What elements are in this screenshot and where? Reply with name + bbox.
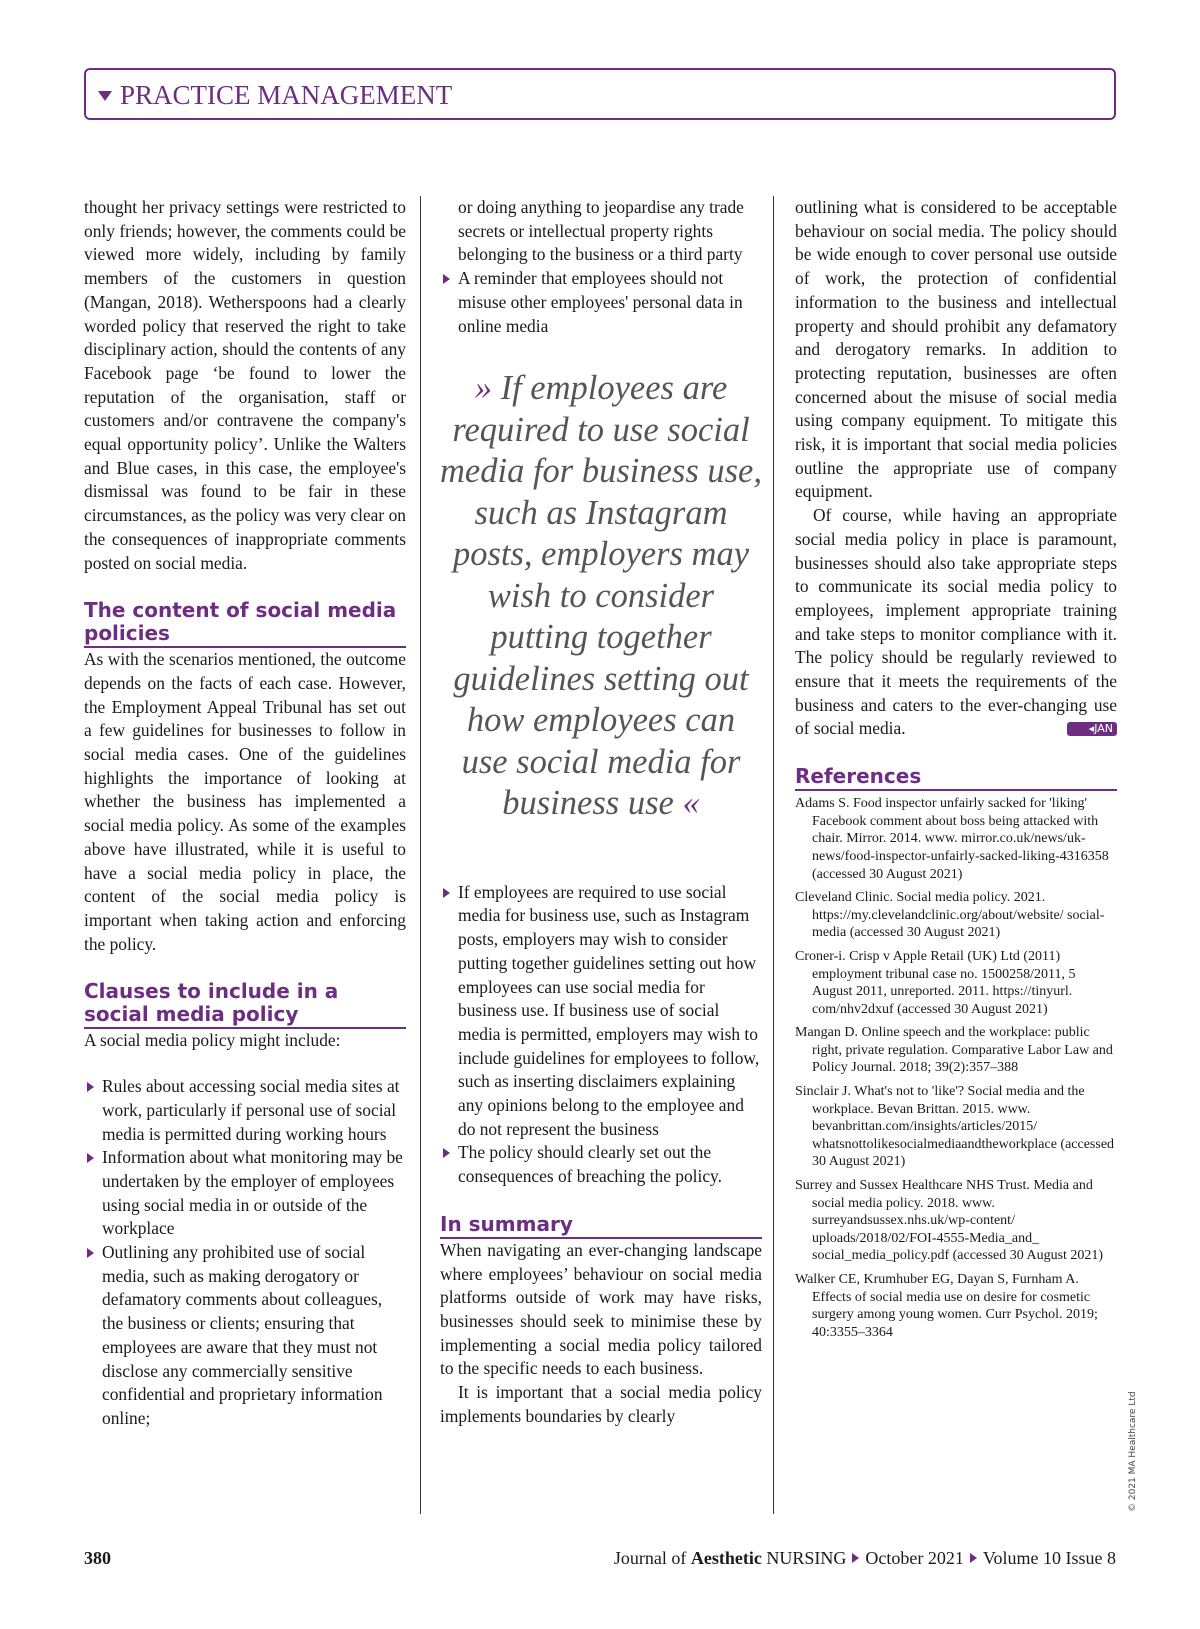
list-item: Information about what monitoring may be undertaken by the employer of employees using social media in or outside of the workplace: [84, 1146, 406, 1241]
paragraph: A social media policy might include:: [84, 1030, 341, 1051]
journal-footer: [614, 1548, 1116, 1569]
column-divider: [773, 196, 774, 1514]
triangle-right-icon: [970, 1553, 977, 1563]
list-item: The policy should clearly set out the consequences of breaching the policy.: [440, 1141, 762, 1188]
bullet-list: [440, 881, 762, 1189]
reference-item: Walker CE, Krumhuber EG, Dayan S, Furnham A. Effects of social media use on desire for cosmetic surgery among young women. Curr Psychol. 2019; 40:3355–3364: [795, 1272, 1098, 1340]
section-heading: The content of social media policies: [84, 599, 406, 648]
column-1: [84, 196, 406, 1431]
reference-item: Surrey and Sussex Healthcare NHS Trust. Media and social media policy. 2018. www. surreyandsussex.nhs.uk/wp-content/ uploads/2018/02/FOI-4555-Media_and_ social_media_policy.pdf (accessed 30 August 2021): [795, 1178, 1104, 1264]
paragraph-text: Of course, while having an appropriate social media policy in place is paramount, businesses should also take appropriate steps to communicate its social media policy to employees, implement appropriate training and take steps to monitor compliance with it. The policy should be regularly reviewed to ensure that it meets the requirements of the business and caters to the ever-changing use of social media.: [795, 505, 1117, 739]
journal-name-prefix: Journal of: [613, 1548, 691, 1568]
reference-item: Sinclair J. What's not to 'like'? Social media and the workplace. Bevan Brittan. 2015. www. bevanbrittan.com/insights/articles/2015/ whatsnottolikesocialmediaandtheworkplace (accessed 30 August 2021): [795, 1084, 1115, 1170]
paragraph: When navigating an ever-changing landscape where employees’ behaviour on social media platforms outside of work may have risks, businesses should seek to minimise these by implementing a social media policy tailored to the specific needs to each business.: [440, 1239, 762, 1379]
pull-quote: [440, 368, 762, 825]
column-3: [795, 196, 1117, 1347]
triangle-down-icon: [98, 91, 112, 101]
close-quote-mark: «: [682, 784, 700, 823]
bullet-list: [440, 267, 762, 338]
paragraph: thought her privacy settings were restricted to only friends; however, the comments could be viewed more widely, including by family members of the customers in question (Mangan, 2018). Wetherspoons had a clearly worded policy that reserved the right to take disciplinary action, should the contents of any Facebook page ‘be found to lower the reputation of the organisation, staff or customers and/or contravene the company's equal opportunity policy’. Unlike the Walters and Blue cases, in this case, the employee's dismissal was found to be fair in these circumstances, as the policy was very clear on the consequences of inappropriate comments posted on social media.: [84, 197, 406, 573]
list-item: A reminder that employees should not misuse other employees' personal data in online media: [440, 267, 762, 338]
section-heading: Clauses to include in a social media policy: [84, 980, 406, 1029]
paragraph: [795, 504, 1117, 741]
page-number: 380: [84, 1548, 111, 1568]
column-2: [440, 196, 762, 1428]
reference-item: Croner-i. Crisp v Apple Retail (UK) Ltd (2011) employment tribunal case no. 1500258/2011, 5 August 2011, unreported. 2011. https://tinyurl. com/nhv2dxuf (accessed 30 August 2021): [795, 948, 1076, 1017]
paragraph: It is important that a social media policy implements boundaries by clearly: [440, 1382, 762, 1426]
reference-item: Mangan D. Online speech and the workplace: public right, private regulation. Comparative Labor Law and Policy Journal. 2018; 39(2):357–388: [795, 1025, 1113, 1076]
reference-list: [795, 795, 1117, 1341]
end-of-article-mark: ◂JAN: [1067, 722, 1117, 736]
reference-item: Cleveland Clinic. Social media policy. 2021. https://my.clevelandclinic.org/about/website/ social-media (accessed 30 August 2021): [795, 890, 1105, 941]
triangle-right-icon: [852, 1553, 859, 1563]
paragraph: outlining what is considered to be acceptable behaviour on social media. The policy should be wide enough to cover personal use outside of work, the protection of confidential information to the business and intellectual property and should prohibit any defamatory and derogatory remarks. In addition to protecting reputation, businesses are often concerned about the misuse of social media using company equipment. To mitigate this risk, it is important that social media policies outline the appropriate use of company equipment.: [795, 197, 1117, 502]
reference-item: Adams S. Food inspector unfairly sacked for 'liking' Facebook comment about boss being attacked with chair. Mirror. 2014. www. mirror.co.uk/news/uk-news/food-inspector-unfairly-sacked-liking-4316358 (accessed 30 August 2021): [795, 796, 1109, 882]
pull-quote-text: If employees are required to use social media for business use, such as Instagram posts, employers may wish to consider putting together guidelines setting out how employees can use social media for business use: [440, 369, 762, 823]
references-heading: References: [795, 765, 1117, 791]
journal-name-suffix: NURSING: [761, 1548, 847, 1568]
section-title: PRACTICE MANAGEMENT: [120, 80, 453, 110]
journal-name-bold: Aesthetic: [690, 1548, 762, 1568]
copyright-notice: © 2021 MA Healthcare Ltd: [1128, 1391, 1138, 1512]
list-item: Outlining any prohibited use of social media, such as making derogatory or defamatory comments about colleagues, the business or clients; ensuring that employees are aware that they must not disclose any commercially sensitive confidential and proprietary information online;: [84, 1241, 406, 1431]
list-item-continuation: or doing anything to jeopardise any trade secrets or intellectual property rights belonging to the business or a third party: [458, 197, 744, 265]
volume-issue: Volume 10 Issue 8: [982, 1548, 1116, 1568]
column-divider: [420, 196, 421, 1514]
list-item: Rules about accessing social media sites at work, particularly if personal use of social media is permitted during working hours: [84, 1075, 406, 1146]
open-quote-mark: »: [474, 369, 492, 408]
bullet-list: [84, 1075, 406, 1431]
section-heading: In summary: [440, 1213, 762, 1239]
issue-date: October 2021: [865, 1548, 964, 1568]
paragraph: As with the scenarios mentioned, the outcome depends on the facts of each case. However, the Employment Appeal Tribunal has set out a few guidelines for businesses to follow in social media cases. One of the guidelines highlights the importance of looking at whether the business has implemented a social media policy. As some of the examples above have illustrated, while it is useful to have a social media policy in place, the content of the social media policy is important when taking action and enforcing the policy.: [84, 649, 406, 954]
list-item: If employees are required to use social media for business use, such as Instagram posts, employers may wish to consider putting together guidelines setting out how employees can use social media for business use. If business use of social media is permitted, employers may wish to include guidelines for employees to follow, such as inserting disclaimers explaining any opinions belong to the employee and do not represent the business: [440, 881, 762, 1142]
section-header: [84, 68, 1116, 120]
